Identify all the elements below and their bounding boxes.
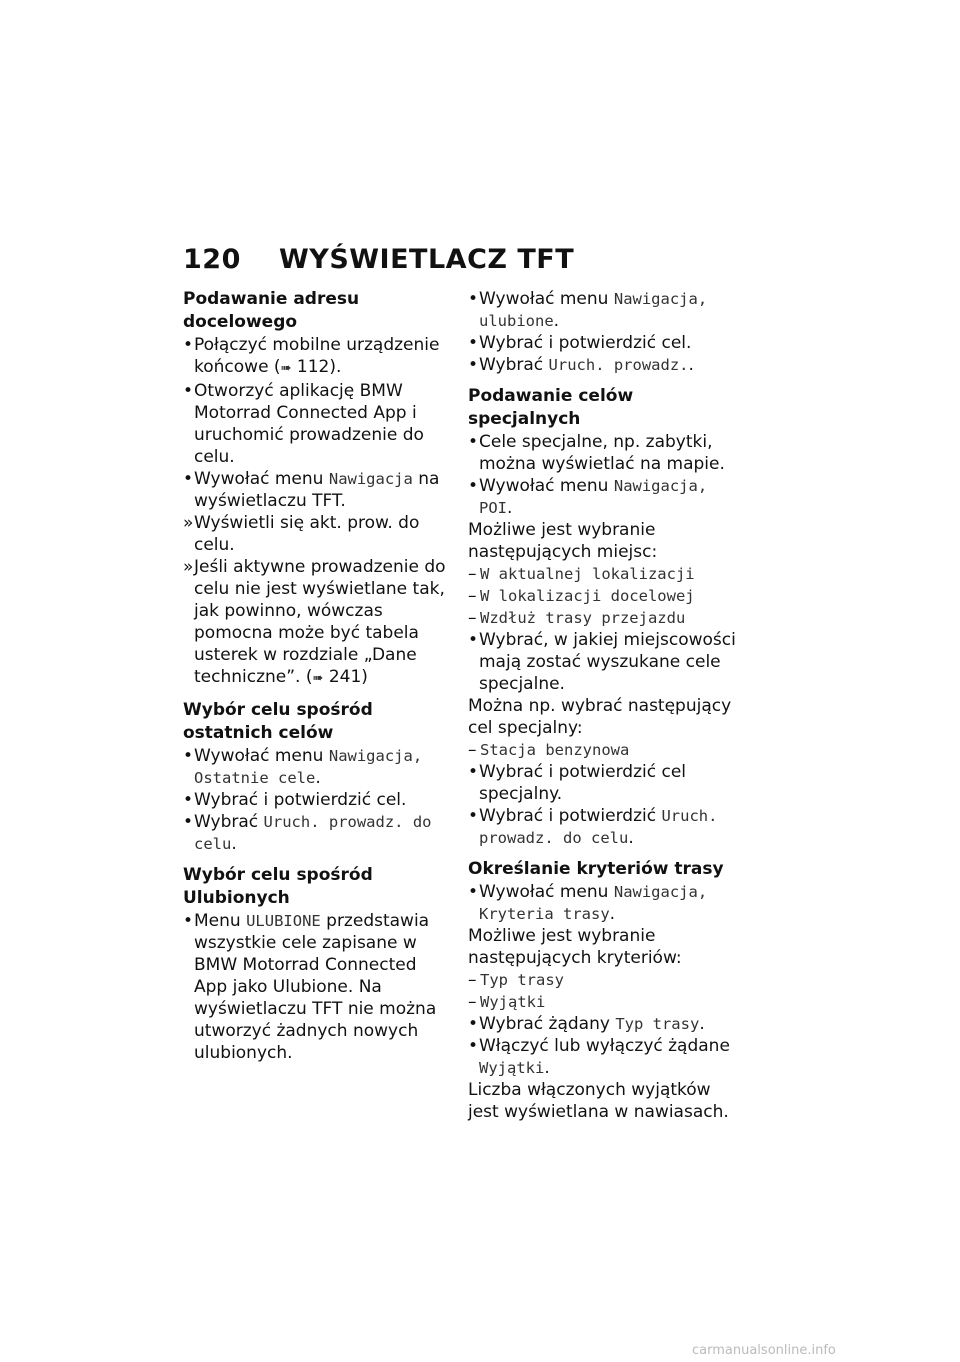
list-item: • Wybrać żądany Typ trasy. [468,1014,705,1034]
list-item: • Menu ULUBIONE przedstawia wszystkie cele zapisane w BMW Motorrad Connected App jako Ulubione. Na wyświetlaczu TFT nie można utworzyć żadnych nowych ulubionych. [183,911,437,1063]
list-item: • Wybrać i potwierdzić Uruch. prowadz. do celu. [468,806,718,848]
list-item: • Wywołać menu Nawigacja, POI. [468,476,708,518]
list-item: • Wybrać Uruch. prowadz.. [468,355,694,375]
list-item: • Wybrać, w jakiej miejscowości mają zostać wyszukane cele specjalne. [468,630,736,694]
bullet-icon: • [468,1036,479,1056]
page-title: WYŚWIETLACZ TFT [279,244,575,275]
watermark-logo: carmanualsonline.info [692,1343,836,1358]
option-name: Wyjątki [480,993,546,1011]
bullet-icon: • [468,289,479,309]
section-title-favourites: Wybór celu spośród Ulubionych [183,865,373,908]
option-name: Typ trasy [480,971,564,989]
menu-name: Uruch. prowadz. do celu [194,813,432,853]
list-item: • Wywołać menu Nawigacja, ulubione. [468,289,708,331]
page-ref-arrow-icon: ➠ [280,361,292,376]
menu-name: Uruch. prowadz. do celu [479,807,718,847]
result-item: » Jeśli aktywne prowadzenie do celu nie jest wyświetlane tak, jak powinno, wówczas pomocna może być tabela usterek w rozdziale „Dane techniczne”. (➠ 241) [183,557,446,687]
list-item: • Połączyć mobilne urządzenie końcowe (➠ 112). [183,335,440,377]
list-item: • Wywołać menu Nawigacja, Ostatnie cele. [183,746,423,788]
dash-icon: – [468,608,477,628]
bullet-icon: • [468,806,479,826]
page-header [183,244,574,275]
option-name: Wzdłuż trasy przejazdu [480,609,686,627]
dash-icon: – [468,992,477,1012]
result-item: » Wyświetli się akt. prow. do celu. [183,513,420,555]
bullet-icon: • [468,762,479,782]
dash-icon: – [468,740,477,760]
section-title-recent: Wybór celu spośród ostatnich celów [183,700,373,743]
bullet-icon: • [468,333,479,353]
list-item: • Wywołać menu Nawigacja, Kryteria trasy. [468,882,708,924]
option-item [468,739,736,761]
section-title-poi: Podawanie celów specjalnych [468,386,634,429]
menu-name: Nawigacja, POI [479,477,708,517]
bullet-icon: • [468,355,479,375]
list-item: • Wybrać i potwierdzić cel specjalny. [468,762,686,804]
bullet-icon: • [183,746,194,766]
list-item: • Otworzyć aplikację BMW Motorrad Connected App i uruchomić prowadzenie do celu. [183,381,424,467]
bullet-icon: • [183,469,194,489]
paragraph: Można np. wybrać następujący cel specjalny: [468,696,732,738]
left-column [183,288,451,1064]
option-name: W aktualnej lokalizacji [480,565,695,583]
paragraph: Liczba włączonych wyjątków jest wyświetlana w nawiasach. [468,1080,729,1122]
bullet-icon: • [468,630,479,650]
section-title-address: Podawanie adresu docelowego [183,289,360,332]
menu-name: Nawigacja, Ostatnie cele [194,747,423,787]
bullet-icon: • [183,381,194,401]
menu-name: Typ trasy [615,1015,700,1033]
list-item: • Włączyć lub wyłączyć żądane Wyjątki. [468,1036,730,1078]
menu-name: Nawigacja, ulubione [479,290,708,330]
list-item: • Cele specjalne, np. zabytki, można wyświetlać na mapie. [468,432,725,474]
bullet-icon: • [183,812,194,832]
option-item [468,991,736,1013]
option-item [468,563,736,585]
bullet-icon: • [183,335,194,355]
bullet-icon: • [183,911,194,931]
dash-icon: – [468,564,477,584]
dash-icon: – [468,970,477,990]
paragraph: Możliwe jest wybranie następujących miejsc: [468,520,658,562]
page-number: 120 [183,244,241,275]
page-ref-arrow-icon: ➠ [312,671,324,686]
page-ref-link[interactable]: 112). [296,357,342,377]
bullet-icon: • [468,476,479,496]
bullet-icon: • [468,1014,479,1034]
option-item [468,585,736,607]
right-column [468,288,736,1123]
menu-name: Wyjątki [479,1059,545,1077]
option-item [468,969,736,991]
option-name: W lokalizacji docelowej [480,587,695,605]
menu-name: ULUBIONE [246,912,321,930]
menu-name: Nawigacja, Kryteria trasy [479,883,708,923]
list-item: • Wybrać i potwierdzić cel. [183,790,407,810]
section-title-route-criteria: Określanie kryteriów trasy [468,859,724,879]
bullet-icon: • [468,882,479,902]
bullet-icon: • [183,790,194,810]
option-name: Stacja benzynowa [480,741,630,759]
dash-icon: – [468,586,477,606]
option-item [468,607,736,629]
paragraph: Możliwe jest wybranie następujących kryteriów: [468,926,682,968]
page-ref-link[interactable]: 241) [328,667,368,687]
list-item: • Wywołać menu Nawigacja na wyświetlaczu TFT. [183,469,440,511]
result-icon: » [183,557,194,577]
list-item: • Wybrać Uruch. prowadz. do celu. [183,812,432,854]
bullet-icon: • [468,432,479,452]
menu-name: Nawigacja [328,470,413,488]
menu-name: Uruch. prowadz. [548,356,689,374]
list-item: • Wybrać i potwierdzić cel. [468,333,692,353]
result-icon: » [183,513,194,533]
